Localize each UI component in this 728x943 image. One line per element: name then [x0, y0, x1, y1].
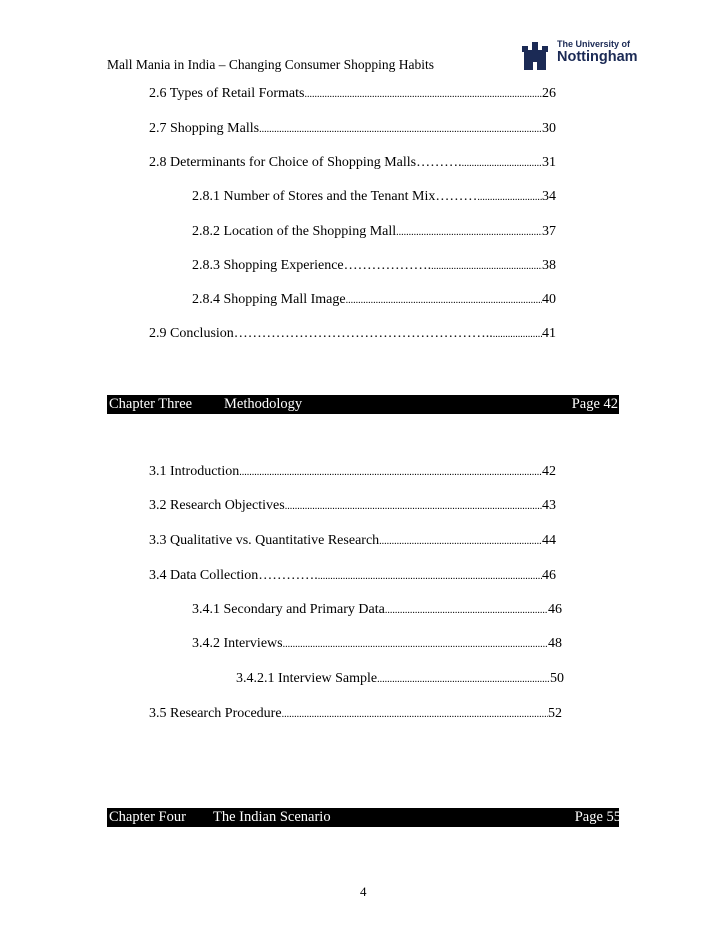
toc-entry[interactable]: 3.4.1 Secondary and Primary Data ..... 46	[192, 602, 562, 618]
toc-entry[interactable]: 2.9 Conclusion……………………………………………….. ..... 41	[149, 326, 556, 342]
toc-entry[interactable]: 2.6 Types of Retail Formats ..... 26	[149, 86, 556, 102]
toc-entry[interactable]: 3.2 Research Objectives ..... 43	[149, 498, 556, 514]
chapter-title: Methodology	[224, 396, 303, 412]
chapter-four-heading	[107, 808, 619, 827]
chapter-page: Page 55	[574, 809, 621, 825]
toc-entry[interactable]: 3.4.2.1 Interview Sample ..... 50	[236, 671, 564, 687]
chapter-page: Page 42	[571, 396, 618, 412]
toc-entry[interactable]: 2.8.2 Location of the Shopping Mall ..... 37	[192, 224, 556, 240]
toc-entry[interactable]: 2.8 Determinants for Choice of Shopping Malls………. ..... 31	[149, 155, 556, 171]
page-number: 4	[360, 884, 367, 899]
toc-entry[interactable]: 2.8.3 Shopping Experience………………. ..... 38	[192, 258, 556, 274]
toc-entry[interactable]: 3.1 Introduction ..... 42	[149, 464, 556, 480]
chapter-three-heading	[107, 395, 619, 414]
chapter-number: Chapter Four	[109, 809, 186, 825]
toc-entry[interactable]: 3.4 Data Collection…………. ..... 46	[149, 568, 556, 584]
toc-entry[interactable]: 2.7 Shopping Malls ..... 30	[149, 121, 556, 137]
toc-entry[interactable]: 3.4.2 Interviews ..... 48	[192, 636, 562, 652]
logo-line-2: Nottingham	[557, 49, 638, 65]
toc-entry[interactable]: 2.8.4 Shopping Mall Image ..... 40	[192, 292, 556, 308]
toc-entry[interactable]: 3.3 Qualitative vs. Quantitative Research ..... 44	[149, 533, 556, 549]
toc-entry[interactable]: 2.8.1 Number of Stores and the Tenant Mix……… ..... 34	[192, 189, 556, 205]
document-title: Mall Mania in India – Changing Consumer Shopping Habits	[107, 57, 434, 72]
toc-entry[interactable]: 3.5 Research Procedure ..... 52	[149, 706, 562, 722]
university-logo	[557, 40, 638, 65]
chapter-number: Chapter Three	[109, 396, 193, 412]
logo-line-1: The University of	[557, 39, 631, 49]
chapter-title: The Indian Scenario	[213, 809, 331, 825]
